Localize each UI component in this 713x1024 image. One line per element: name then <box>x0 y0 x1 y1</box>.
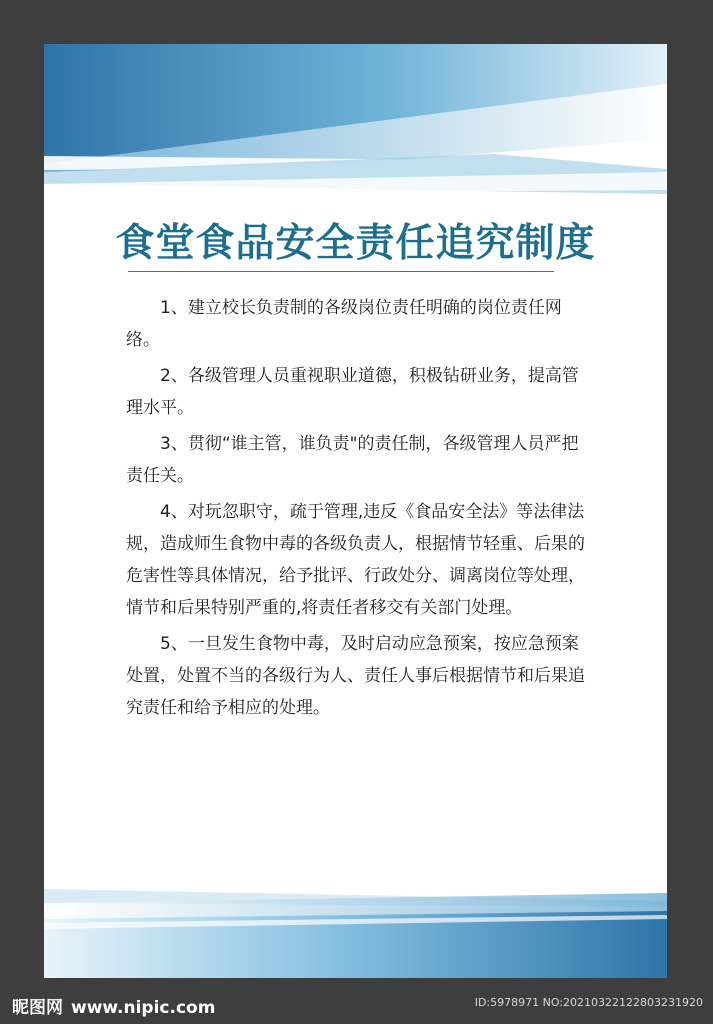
regulation-body <box>126 292 586 728</box>
watermark-brand: 昵图网 <box>12 998 63 1018</box>
regulation-item: 5、一旦发生食物中毒，及时启动应急预案，按应急预案处置，处置不当的各级行为人、责任人事后根据情节和后果追究责任和给予相应的处理。 <box>126 634 585 718</box>
title-divider <box>128 271 554 272</box>
regulation-item: 2、各级管理人员重视职业道德，积极钻研业务，提高管理水平。 <box>126 366 579 418</box>
regulation-item: 1、建立校长负责制的各级岗位责任明确的岗位责任网络。 <box>126 298 562 350</box>
top-wave-decoration <box>44 44 667 234</box>
regulation-item: 3、贯彻“谁主管，谁负责"的责任制，各级管理人员严把责任关。 <box>126 434 579 486</box>
poster <box>44 44 667 978</box>
bottom-wave-decoration <box>44 879 667 978</box>
regulation-item: 4、对玩忽职守，疏于管理,违反《食品安全法》等法律法规，造成师生食物中毒的各级负责人，根据情节轻重、后果的危害性等具体情况，给予批评、行政处分、调离岗位等处理，情节和后果特别严重的,将责任者移交有关部门处理。 <box>126 502 585 618</box>
image-id: ID:5978971 NO:20210322122803231920 <box>474 996 703 1009</box>
watermark-site: www.nipic.com <box>71 998 216 1018</box>
watermark <box>12 993 215 1018</box>
page-title: 食堂食品安全责任追究制度 <box>115 220 596 266</box>
